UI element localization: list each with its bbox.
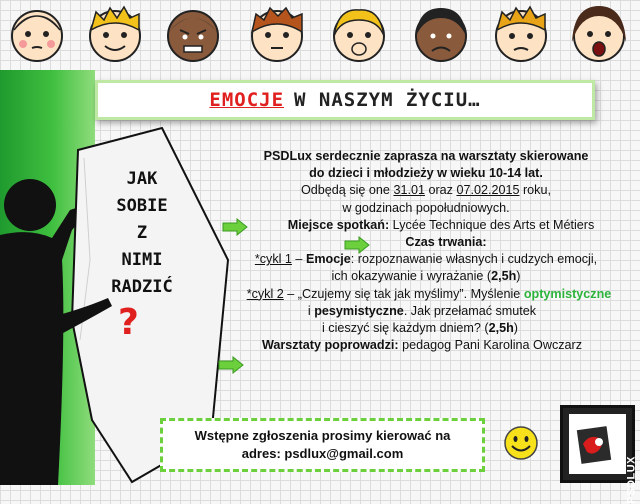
text: ich okazywanie i wyrażanie ( (331, 269, 492, 284)
contact-line-1: Wstępne zgłoszenia prosimy kierować na (194, 428, 451, 443)
place-label: Miejsce spotkań: (287, 217, 390, 232)
face-girl-blushing (6, 2, 68, 66)
smiley-icon (503, 425, 539, 461)
logo-text: PSDLUX (626, 456, 638, 504)
text: : rozpoznawanie własnych i cudzych emocji, (350, 252, 598, 267)
face-boy-smiling (84, 2, 146, 66)
contact-box (160, 418, 485, 472)
leader-value: pedagog Pani Karolina Owczarz (398, 338, 583, 353)
invitation-text (212, 148, 640, 354)
cycle2-line-1 (212, 286, 640, 303)
sign-line: JAK (126, 169, 158, 189)
cycle2-prefix: *cykl 2 (246, 286, 284, 301)
invite-line-4: w godzinach popołudniowych. (342, 200, 510, 215)
face-boy-worried (490, 2, 552, 66)
text: oraz (424, 183, 457, 198)
cycle1-line-1 (212, 251, 640, 268)
text: – „Czujemy się tak jak myślimy”. Myślenie (283, 286, 524, 301)
sign-line: RADZIĆ (111, 277, 173, 297)
text: ) (513, 321, 518, 336)
question-mark: ? (118, 302, 139, 343)
psdlux-logo (560, 405, 638, 504)
sign-line: SOBIE (116, 196, 168, 216)
faces-header (0, 0, 640, 70)
text: Odbędą się one (301, 183, 394, 198)
title-highlight: EMOCJE (209, 89, 285, 111)
text: . Jak przełamać smutek (403, 303, 537, 318)
cycle1-hours: 2,5h (491, 269, 517, 284)
optimistic-word: optymistyczne (523, 286, 612, 301)
text: i (307, 303, 315, 318)
cycle2-line-2 (212, 303, 640, 320)
arrow-right-icon (218, 356, 244, 374)
contact-email-line: adres: psdlux@gmail.com (241, 446, 404, 461)
leader-label: Warsztaty poprowadzi: (261, 338, 399, 353)
text: ) (516, 269, 521, 284)
text: roku, (519, 183, 551, 198)
sign-text (84, 166, 200, 301)
face-boy-angry (162, 2, 224, 66)
title-rest: W NASZYM ŻYCIU… (294, 89, 481, 111)
invite-line-3 (212, 182, 640, 199)
cycle2-line-3 (212, 320, 640, 337)
place-line (212, 217, 640, 234)
face-girl-sad (410, 2, 472, 66)
invite-line-1: PSDLux serdecznie zaprasza na warsztaty skierowane (263, 149, 589, 163)
face-boy-neutral (246, 2, 308, 66)
invite-line-2: do dzieci i młodzieży w wieku 10-14 lat. (309, 166, 543, 181)
sign-line: Z (136, 223, 148, 243)
cycle2-hours: 2,5h (488, 321, 514, 336)
cycle1-prefix: *cykl 1 (254, 252, 292, 267)
leader-line (212, 337, 640, 354)
face-girl-surprised (328, 2, 390, 66)
text: – (291, 252, 306, 267)
cycle1-name: Emocje (305, 252, 351, 267)
text: i cieszyć się każdym dniem? ( (322, 321, 489, 336)
sign-line: NIMI (121, 250, 163, 270)
duration-label: Czas trwania: (405, 235, 487, 250)
face-girl-shouting (568, 2, 630, 66)
logo-mark-icon (569, 414, 626, 474)
date-2: 07.02.2015 (456, 183, 520, 198)
pessimistic-word: pesymistyczne (314, 303, 404, 318)
logo-inner (569, 414, 626, 474)
place-value: Lycée Technique des Arts et Métiers (389, 217, 595, 232)
cycle1-line-2 (212, 268, 640, 285)
date-1: 31.01 (393, 183, 425, 198)
